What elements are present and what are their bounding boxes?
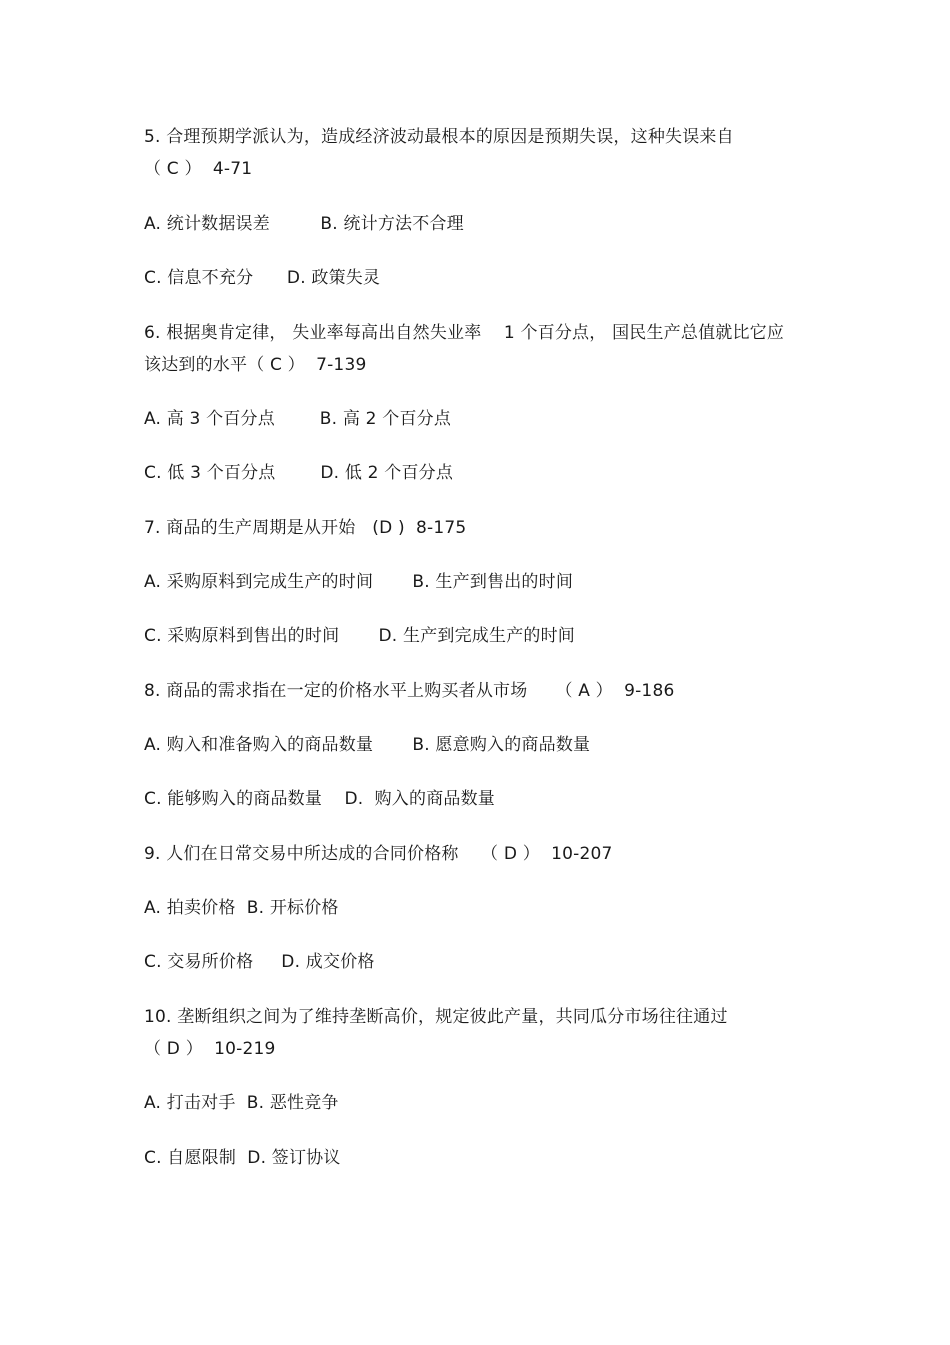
question-6-options-cd: C. 低 3 个百分点 D. 低 2 个百分点 xyxy=(144,463,454,483)
question-8-options-cd: C. 能够购入的商品数量 D. 购入的商品数量 xyxy=(144,789,495,809)
question-5-options-ab: A. 统计数据误差 B. 统计方法不合理 xyxy=(144,214,464,234)
question-6-options-ab: A. 高 3 个百分点 B. 高 2 个百分点 xyxy=(144,409,452,429)
question-5-options-cd: C. 信息不充分 D. 政策失灵 xyxy=(144,268,381,288)
question-9-stem: 9. 人们在日常交易中所达成的合同价格称 （ D ） 10-207 xyxy=(144,844,613,864)
question-5-stem-line-1: 5. 合理预期学派认为，造成经济波动最根本的原因是预期失误，这种失误来自 xyxy=(144,127,734,147)
question-9-options-cd: C. 交易所价格 D. 成交价格 xyxy=(144,952,375,972)
question-7-stem: 7. 商品的生产周期是从开始 (D ) 8-175 xyxy=(144,518,467,538)
question-8-options-ab: A. 购入和准备购入的商品数量 B. 愿意购入的商品数量 xyxy=(144,735,591,755)
question-5-stem-line-2: （ C ） 4-71 xyxy=(144,159,253,179)
question-7-options-cd: C. 采购原料到售出的时间 D. 生产到完成生产的时间 xyxy=(144,626,576,646)
question-8-stem: 8. 商品的需求指在一定的价格水平上购买者从市场 （ A ） 9-186 xyxy=(144,681,675,701)
question-6-stem-line-1: 6. 根据奥肯定律， 失业率每高出自然失业率 1 个百分点， 国民生产总值就比它应 xyxy=(144,323,785,343)
question-7-options-ab: A. 采购原料到完成生产的时间 B. 生产到售出的时间 xyxy=(144,572,574,592)
question-10-stem-line-1: 10. 垄断组织之间为了维持垄断高价，规定彼此产量，共同瓜分市场往往通过 xyxy=(144,1007,728,1027)
question-9-options-ab: A. 拍卖价格 B. 开标价格 xyxy=(144,898,339,918)
question-10-stem-line-2: （ D ） 10-219 xyxy=(144,1039,276,1059)
question-6-stem-line-2: 该达到的水平（ C ） 7-139 xyxy=(144,355,367,375)
question-10-options-cd: C. 自愿限制 D. 签订协议 xyxy=(144,1148,341,1168)
question-10-options-ab: A. 打击对手 B. 恶性竞争 xyxy=(144,1093,339,1113)
